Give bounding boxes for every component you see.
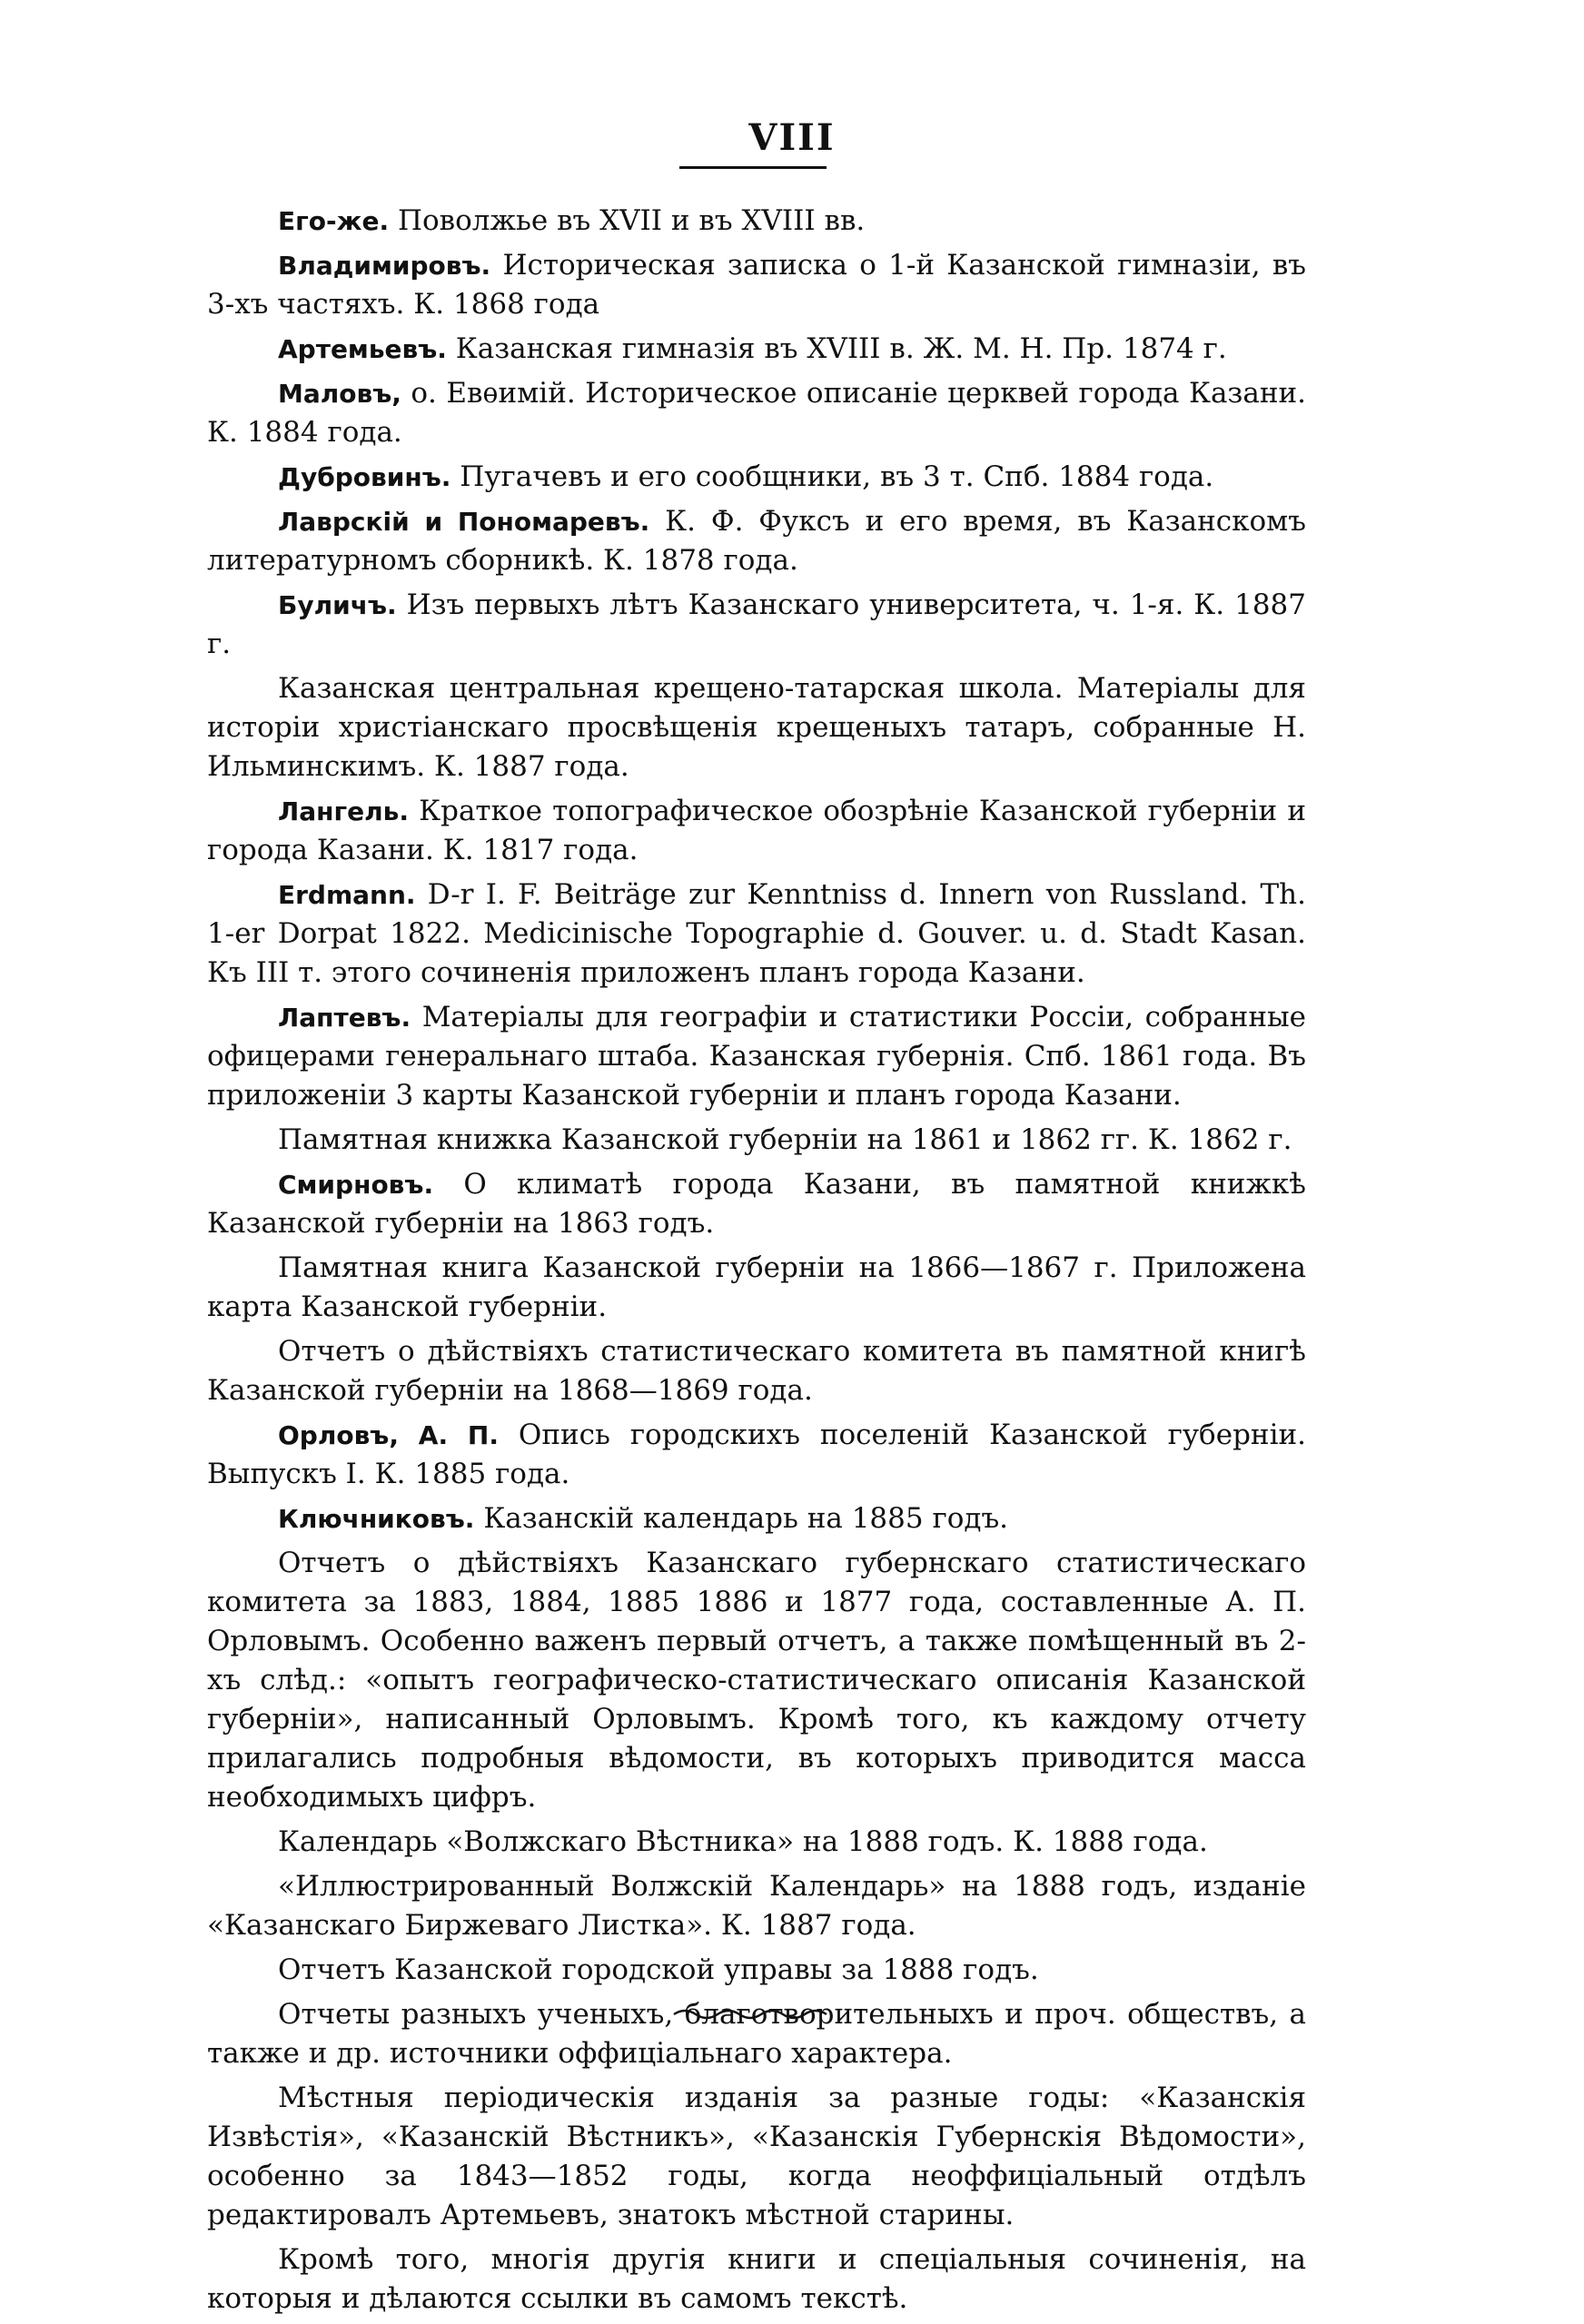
bibliography-entry xyxy=(207,875,1306,993)
entry-author: Владимировъ. xyxy=(278,251,491,281)
entry-text: О климатѣ города Казани, въ памятной книжкѣ Казанской губерніи на 1863 годъ. xyxy=(207,1168,1307,1240)
entry-text: Мѣстныя періодическія изданія за разные годы: «Казанскія Извѣстія», «Казанскій Вѣстникъ», «Казанскія Губернскія Вѣдомости», особенно за 1843—1852 годы, когда неоффиціальный отдѣлъ редактировалъ Артемьевъ, знатокъ мѣстной старины. xyxy=(207,2082,1306,2231)
entry-text: Отчеты разныхъ ученыхъ, благотворительныхъ и проч. обществъ, а также и др. источники оффиціальнаго характера. xyxy=(207,1998,1306,2070)
bibliography-entry xyxy=(207,586,1306,664)
bibliography-entry xyxy=(207,1951,1306,1990)
bibliography-entry xyxy=(207,202,1306,241)
bibliography-entry xyxy=(207,669,1306,786)
entry-text: Отчетъ Казанской городской управы за 1888 годъ. xyxy=(278,1953,1039,1986)
entry-author: Erdmann. xyxy=(278,880,416,910)
entry-author: Маловъ, xyxy=(278,379,401,409)
bibliography-entry xyxy=(207,502,1306,580)
entry-text: Календарь «Волжскаго Вѣстника» на 1888 годъ. К. 1888 года. xyxy=(278,1825,1208,1858)
entry-text: Казанская гимназія въ XVIII в. Ж. М. Н. Пр. 1874 г. xyxy=(455,332,1227,365)
entry-text: Изъ первыхъ лѣтъ Казанскаго университета, ч. 1-я. К. 1887 г. xyxy=(207,588,1306,660)
entry-text: Краткое топографическое обозрѣніе Казанской губерніи и города Казани. К. 1817 года. xyxy=(207,795,1306,866)
entry-author: Ключниковъ. xyxy=(278,1504,475,1534)
entry-text: Опись городскихъ поселеній Казанской губерніи. Выпускъ I. К. 1885 года. xyxy=(207,1419,1307,1490)
entry-author: Смирновъ. xyxy=(278,1170,434,1200)
entry-author: Лангель. xyxy=(278,796,409,826)
entry-text: Отчетъ о дѣйствіяхъ статистическаго комитета въ памятной книгѣ Казанской губерніи на 1868—1869 года. xyxy=(207,1335,1306,1407)
bibliography-entry xyxy=(207,1165,1306,1243)
bibliography-entry xyxy=(207,1823,1306,1862)
entry-author: Лаптевъ. xyxy=(278,1003,411,1033)
bibliography-entry xyxy=(207,2079,1306,2235)
bibliography-entry xyxy=(207,998,1306,1115)
entry-text: о. Евѳимій. Историческое описаніе церквей города Казани. К. 1884 года. xyxy=(207,377,1306,449)
entry-text: «Иллюстрированный Волжскій Календарь» на 1888 годъ, изданіе «Казанскаго Биржеваго Листка». К. 1887 года. xyxy=(207,1870,1306,1942)
bibliography-entry xyxy=(207,1249,1306,1327)
bibliography-entry xyxy=(207,1867,1306,1945)
bibliography-entry xyxy=(207,1416,1306,1494)
bibliography-entry xyxy=(207,1499,1306,1538)
entry-text: Памятная книга Казанской губерніи на 1866—1867 г. Приложена карта Казанской губерніи. xyxy=(207,1251,1306,1323)
header-rule xyxy=(679,166,827,169)
bibliography-entry xyxy=(207,246,1306,324)
entry-author: Орловъ, А. П. xyxy=(278,1420,499,1450)
entry-text: Памятная книжка Казанской губерніи на 1861 и 1862 гг. К. 1862 г. xyxy=(278,1123,1292,1156)
entry-text: D-r I. F. Beiträge zur Kenntniss d. Innern von Russland. Th. 1-er Dorpat 1822. Medicinische Topographie d. Gouver. u. d. Stadt Kasan. Къ III т. этого сочиненія приложенъ планъ города Казани. xyxy=(207,878,1306,989)
entry-text: Кромѣ того, многія другія книги и спеціальныя сочиненія, на которыя и дѣлаются ссылки въ самомъ текстѣ. xyxy=(207,2243,1306,2315)
bibliography-entry xyxy=(207,2240,1306,2319)
entry-text: Пугачевъ и его сообщники, въ 3 т. Спб. 1884 года. xyxy=(460,460,1214,493)
bibliography-entry xyxy=(207,374,1306,452)
page-number: VIII xyxy=(748,116,836,159)
entry-text: К. Ф. Фуксъ и его время, въ Казанскомъ литературномъ сборникѣ. К. 1878 года. xyxy=(207,505,1307,577)
bibliography-entry xyxy=(207,792,1306,870)
entry-text: Отчетъ о дѣйствіяхъ Казанскаго губернскаго статистическаго комитета за 1883, 1884, 1885 1886 и 1877 года, составленные А. П. Орловымъ. Особенно важенъ первый отчетъ, а также помѣщенный въ 2-хъ слѣд.: «опытъ географическо-статистическаго описанія Казанской губерніи», написанный Орловымъ. Кромѣ того, къ каждому отчету прилагались подробныя вѣдомости, въ которыхъ приводится масса необходимыхъ цифръ. xyxy=(207,1547,1306,1814)
closing-ornament xyxy=(672,2005,836,2023)
entry-text: Поволжье въ XVII и въ XVIII вв. xyxy=(397,204,866,237)
entry-text: Казанскій календарь на 1885 годъ. xyxy=(483,1502,1009,1535)
bibliography-entry xyxy=(207,330,1306,369)
entry-author: Его-же. xyxy=(278,206,390,236)
bibliography-entry xyxy=(207,1121,1306,1160)
bibliography-entry xyxy=(207,1544,1306,1817)
entry-author: Буличъ. xyxy=(278,590,397,620)
entry-text: Казанская центральная крещено-татарская школа. Матеріалы для исторіи христіанскаго просвѣщенія крещеныхъ татаръ, собранные Н. Ильминскимъ. К. 1887 года. xyxy=(207,672,1306,783)
entry-text: Матеріалы для географіи и статистики Россіи, собранные офицерами генеральнаго штаба. Казанская губернія. Спб. 1861 года. Въ приложеніи 3 карты Казанской губерніи и планъ города Казани. xyxy=(207,1001,1307,1112)
entry-text: Историческая записка о 1-й Казанской гимназіи, въ 3-хъ частяхъ. К. 1868 года xyxy=(207,249,1307,321)
entry-author: Дубровинъ. xyxy=(278,462,451,492)
bibliography-entry xyxy=(207,458,1306,497)
entry-author: Лаврскій и Пономаревъ. xyxy=(278,507,650,537)
bibliography-entry xyxy=(207,1332,1306,1410)
entry-author: Артемьевъ. xyxy=(278,334,447,364)
